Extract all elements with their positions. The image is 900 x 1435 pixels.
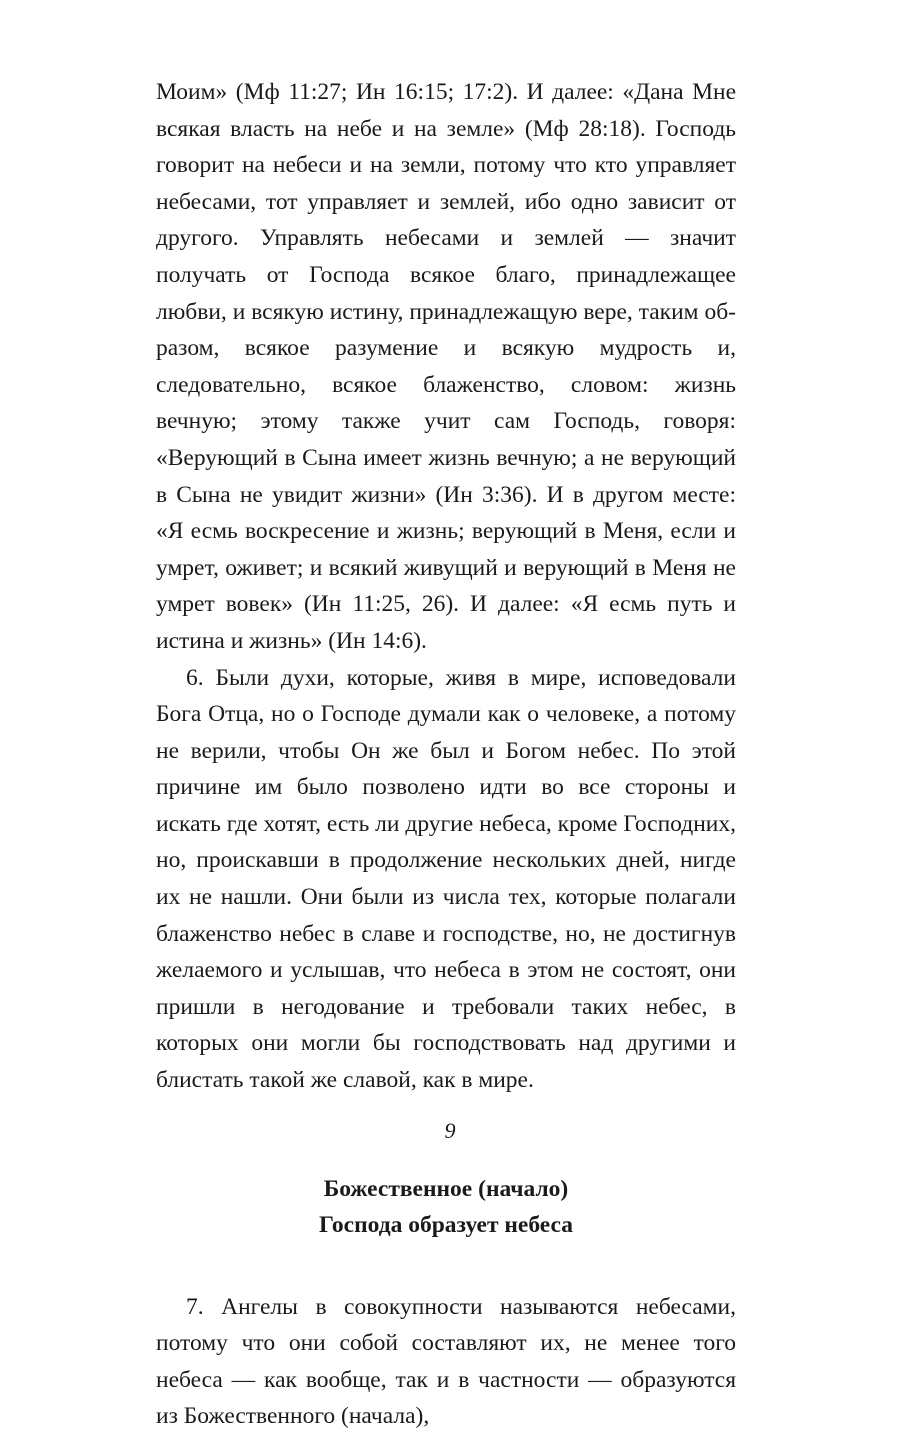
section-heading-line-1: Божественное (начало) <box>323 1175 569 1202</box>
section-heading <box>156 1171 736 1243</box>
section-heading-line-2: Господа образует небеса <box>319 1211 573 1238</box>
page-number: 9 <box>444 1118 456 1143</box>
page-body <box>156 74 736 1435</box>
paragraph-7: 7. Ангелы в совокупности называются небесами, потому что они собой составляют их, не менее того небеса — как вообще, так и в частности — образуются из Божественного (начала), <box>156 1293 736 1430</box>
paragraph-continuation: Моим» (Мф 11:27; Ин 16:15; 17:2). И далее: «Дана Мне всякая власть на небе и на земле» (Мф 28:18). Господь говорит на небеси и на земли, потому что кто управляет небесами, тот управляет и землей, ибо одно зависит от другого. Управлять небесами и землей — значит получать от Господа всякое благо, принадлежащее любви, и всякую истину, принадлежащую вере, таким образом, всякое разумение и всякую мудрость и, следовательно, всякое блаженство, словом: жизнь вечную; этому также учит сам Господь, говоря: «Верующий в Сына имеет жизнь вечную; а не верующий в Сына не увидит жизни» (Ин 3:36). И в другом месте: «Я есмь воскресение и жизнь; верующий в Меня, если и умрет, оживет; и всякий живущий и верующий в Меня не умрет вовек» (Ин 11:25, 26). И далее: «Я есмь путь и истина и жизнь» (Ин 14:6). <box>156 79 736 654</box>
paragraph-6: 6. Были духи, которые, живя в мире, исповедовали Бога Отца, но о Господе думали как о человеке, а потому не верили, чтобы Он же был и Богом небес. По этой причине им было позволено идти во все стороны и искать где хотят, есть ли другие небеса, кроме Господних, но, проискавши в продолжение нескольких дней, нигде их не нашли. Они были из числа тех, которые полагали блаженство небес в славе и господстве, но, не достигнув желаемого и услышав, что небеса в этом не состоят, они пришли в негодование и требовали таких небес, в которых они могли бы господствовать над другими и блистать такой же славой, как в мире. <box>156 664 736 1094</box>
